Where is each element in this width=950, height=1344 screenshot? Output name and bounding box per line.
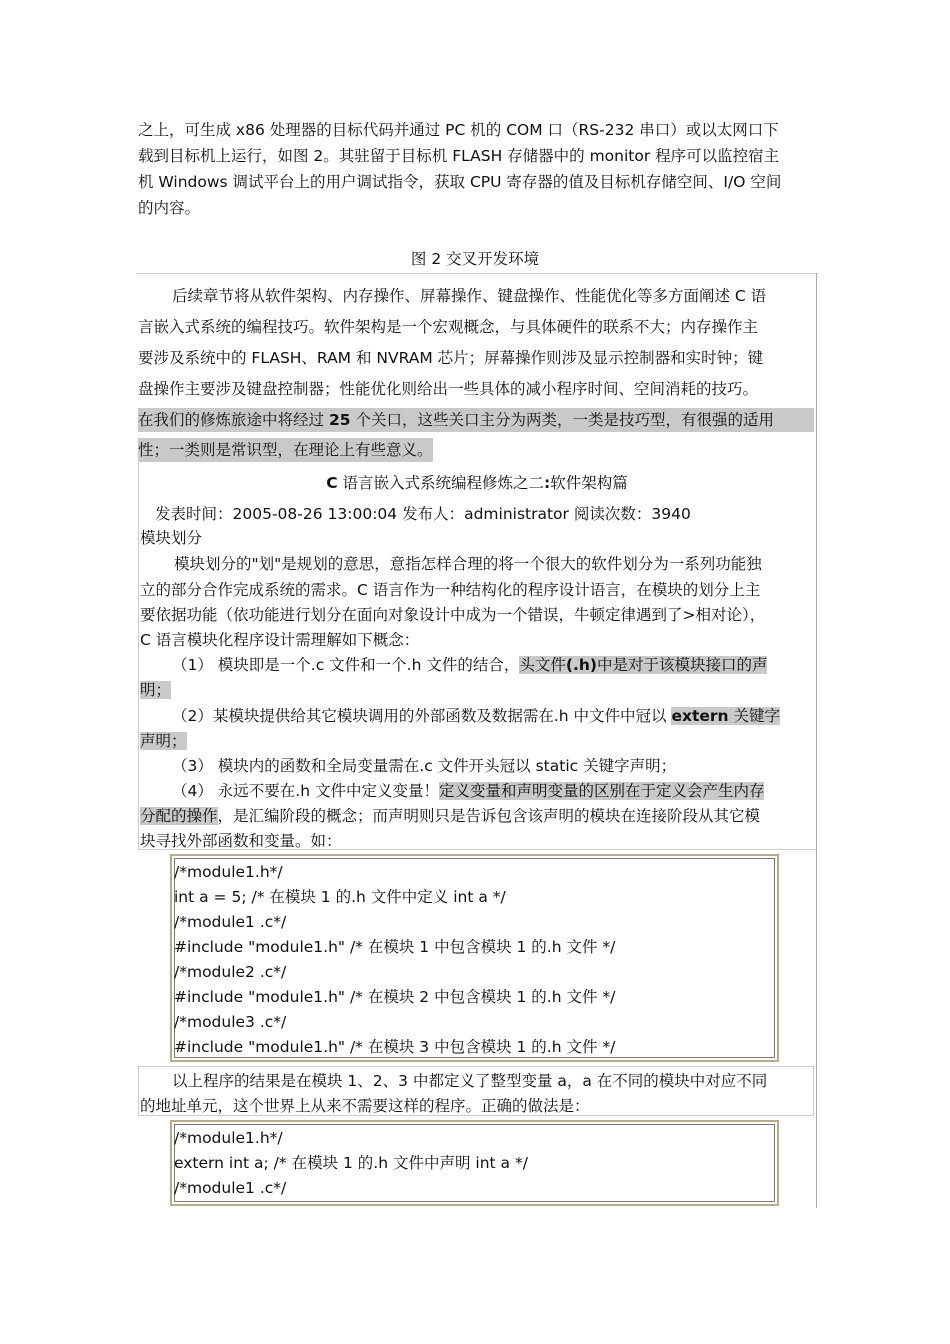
concept-item-1 xyxy=(172,655,767,675)
code-line: int a = 5; /* 在模块 1 的.h 文件中定义 int a */ xyxy=(174,888,506,906)
concept-item-4-cont: 块寻找外部函数和变量。如： xyxy=(140,832,342,850)
item-highlight: 中是对于该模块接口的声 xyxy=(596,656,768,674)
meta-label: 发布人： xyxy=(397,505,465,523)
item-highlight: 关键字 xyxy=(728,707,781,725)
read-count: 3940 xyxy=(651,505,691,523)
publisher: administrator xyxy=(464,505,569,523)
intro-line: 机 Windows 调试平台上的用户调试指令，获取 CPU 寄存器的值及目标机存储空间、I/O 空间 xyxy=(138,173,782,191)
concept-item-4-cont xyxy=(140,806,760,826)
para-line: 立的部分合作完成系统的需求。C 语言作为一种结构化的程序设计语言，在模块的划分上主 xyxy=(140,581,761,599)
code-line: /*module1 .c*/ xyxy=(174,1179,287,1197)
summary-hl-text: 在我们的修炼旅途中将经过 xyxy=(138,411,329,429)
frame-left-rule xyxy=(138,462,139,850)
figure-caption: 图 2 交叉开发环境 xyxy=(410,250,540,268)
code-line: #include "module1.h" /* 在模块 3 中包含模块 1 的.h 文件 */ xyxy=(174,1038,616,1056)
item-highlight: 分配的操作 xyxy=(140,807,218,825)
frame-top-rule xyxy=(136,273,818,274)
item-text: ，是汇编阶段的概念；而声明则只是告诉包含该声明的模块在连接阶段从其它模 xyxy=(217,807,761,825)
concept-item-3: （3） 模块内的函数和全局变量需在.c 文件开头冠以 static 关键字声明； xyxy=(172,757,677,775)
publish-time: 2005-08-26 13:00:04 xyxy=(232,505,398,523)
frame-right-rule xyxy=(816,273,817,1208)
code-line: /*module3 .c*/ xyxy=(174,1013,287,1031)
title-part: 语言嵌入式系统编程修炼之二 xyxy=(337,474,545,492)
concept-item-4 xyxy=(172,781,764,801)
item-highlight: 声明； xyxy=(140,732,187,750)
meta-label: 阅读次数： xyxy=(568,505,652,523)
section-heading: 模块划分 xyxy=(140,529,203,547)
item-highlight: 头文件 xyxy=(519,656,566,674)
code-line: #include "module1.h" /* 在模块 1 中包含模块 1 的.h 文件 */ xyxy=(174,938,616,956)
intro-line: 载到目标机上运行，如图 2。其驻留于目标机 FLASH 存储器中的 monitor 程序可以监控宿主 xyxy=(138,147,780,165)
para-line: 要依据功能（依功能进行划分在面向对象设计中成为一个错误，牛顿定律遇到了>相对论）， xyxy=(140,606,766,624)
concept-item-1-cont xyxy=(140,680,171,700)
meta-label: 发表时间： xyxy=(155,505,233,523)
para-line: 模块划分的"划"是规划的意思，意指怎样合理的将一个很大的软件划分为一系列功能独 xyxy=(174,555,762,573)
title-part: 软件架构篇 xyxy=(550,474,628,492)
result-line: 以上程序的结果是在模块 1、2、3 中都定义了整型变量 a，a 在不同的模块中对应不同 xyxy=(172,1072,768,1090)
para-line: C 语言模块化程序设计需理解如下概念： xyxy=(140,631,420,649)
summary-line: 要涉及系统中的 FLASH、RAM 和 NVRAM 芯片；屏幕操作则涉及显示控制器和实时钟；键 xyxy=(138,349,764,367)
item-text: （1） 模块即是一个.c 文件和一个.h 文件的结合， xyxy=(172,656,520,674)
item-highlight: extern xyxy=(671,707,729,725)
intro-line: 的内容。 xyxy=(138,199,201,217)
code-line: /*module2 .c*/ xyxy=(174,963,287,981)
code-line: #include "module1.h" /* 在模块 2 中包含模块 1 的.h 文件 */ xyxy=(174,988,616,1006)
title-part: C xyxy=(326,474,338,492)
summary-line: 盘操作主要涉及键盘控制器；性能优化则给出一些具体的减小程序时间、空间消耗的技巧。 xyxy=(138,380,759,398)
code-line: /*module1.h*/ xyxy=(174,1129,283,1147)
article-title xyxy=(138,473,816,493)
summary-line: 言嵌入式系统的编程技巧。软件架构是一个宏观概念，与具体硬件的联系不大；内存操作主 xyxy=(138,318,759,336)
item-text: （4） 永远不要在.h 文件中定义变量！ xyxy=(172,782,439,800)
summary-line: 后续章节将从软件架构、内存操作、屏幕操作、键盘操作、性能优化等多方面阐述 C 语 xyxy=(172,287,767,305)
concept-item-2-cont xyxy=(140,731,187,751)
pass-count: 25 xyxy=(328,411,351,429)
title-part: : xyxy=(544,474,551,492)
intro-line: 之上，可生成 x86 处理器的目标代码并通过 PC 机的 COM 口（RS-232 串口）或以太网口下 xyxy=(138,121,779,139)
item-highlight: 定义变量和声明变量的区别在于定义会产生内存 xyxy=(438,782,765,800)
concept-item-2 xyxy=(172,706,780,726)
summary-highlight-line: 性；一类则是常识型，在理论上有些意义。 xyxy=(138,438,433,462)
code-line: /*module1.h*/ xyxy=(174,863,283,881)
summary-hl-text: 个关口，这些关口主分为两类，一类是技巧型，有很强的适用 xyxy=(350,411,774,429)
article-meta xyxy=(155,504,691,524)
result-line: 的地址单元，这个世界上从来不需要这样的程序。正确的做法是： xyxy=(140,1097,590,1115)
item-highlight: (.h) xyxy=(565,656,597,674)
code-line: /*module1 .c*/ xyxy=(174,913,287,931)
item-highlight: 明； xyxy=(140,681,172,699)
summary-highlight-line xyxy=(138,408,814,432)
item-text: （2）某模块提供给其它模块调用的外部函数及数据需在.h 中文件中冠以 xyxy=(172,707,672,725)
code-line: extern int a; /* 在模块 1 的.h 文件中声明 int a */ xyxy=(174,1154,528,1172)
